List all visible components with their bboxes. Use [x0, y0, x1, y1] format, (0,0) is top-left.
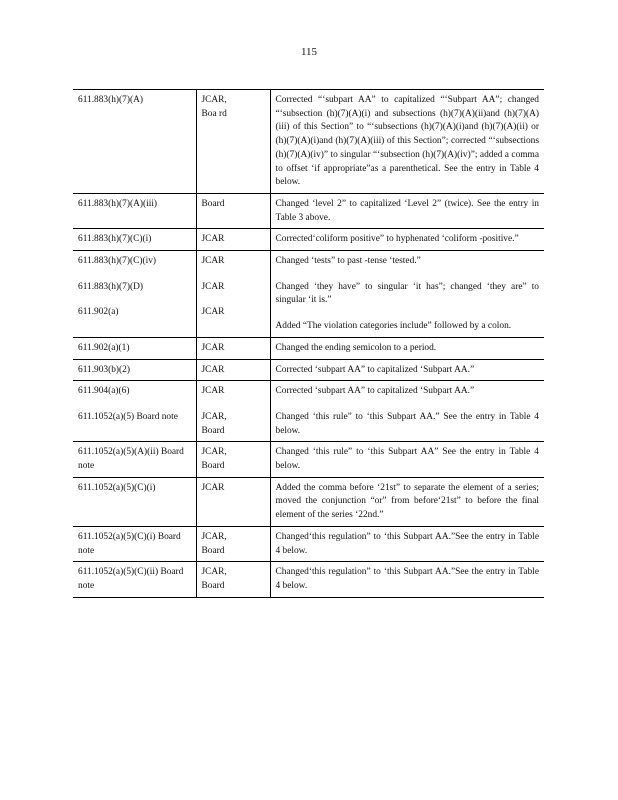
table-row	[73, 562, 544, 597]
change-description: Changed‘this regulation” to ‘this Subpart AA.”See the entry in Table 4 below.	[275, 567, 539, 591]
section-reference: 611.883(h)(7)(A)(iii)	[78, 198, 158, 209]
source-entry	[202, 385, 265, 399]
source-line: Board	[201, 198, 225, 209]
source-entry	[202, 531, 265, 558]
section-cell	[73, 90, 196, 194]
section-reference: 611.903(b)(2)	[78, 364, 130, 375]
section-cell	[73, 526, 196, 561]
table-row	[73, 337, 544, 359]
change-description: Changed ‘this rule” to ‘this Subpart AA.” See the entry in Table 4 below.	[275, 411, 539, 436]
source-entry	[202, 342, 265, 356]
description-cell	[270, 381, 544, 442]
source-entry	[202, 255, 265, 269]
section-cell	[73, 229, 196, 251]
source-line: JCAR,	[201, 411, 227, 422]
change-description: Corrected “‘subpart AA” to capitalized “‘Subpart AA”; changed “‘subsection (h)(7)(A)(i) and subsections (h)(7)(A)(ii)and (h)(7)(A)(iii) of this Section” to “‘subsections (h)(7)(A)(i)and (h)(7)(A)(ii) or (h)(7)(A)(i)and (h)(7)(A)(iii) of this Section”; corrected “‘subsections (h)(7)(A)(iv)” to singular “‘subsection (h)(7)(A)(iv)”; added a comma to offset ‘if appropriate”as a parenthetical. See the entry in Table 4 below.	[275, 95, 539, 188]
description-cell	[270, 442, 544, 477]
section-reference: 611.1052(a)(5)(A)(ii) Board note	[78, 447, 184, 472]
page-number: 115	[300, 46, 318, 58]
source-cell	[196, 90, 270, 194]
section-reference: 611.883(h)(7)(C)(i)	[78, 234, 152, 245]
source-entry	[202, 281, 265, 295]
source-line: Board	[201, 580, 225, 591]
change-description: Added “The violation categories include” followed by a colon.	[275, 321, 512, 332]
description-cell	[270, 477, 544, 526]
table-row	[73, 526, 544, 561]
source-entry	[202, 446, 265, 473]
description-cell	[270, 337, 544, 359]
section-cell	[73, 477, 196, 526]
section-reference: 611.883(h)(7)(C)(iv)	[78, 256, 157, 267]
source-line: Board	[201, 425, 225, 436]
source-cell	[196, 337, 270, 359]
description-cell	[270, 526, 544, 561]
source-line: JCAR	[201, 482, 225, 493]
table-row	[73, 442, 544, 477]
change-description: Corrected‘coliform positive” to hyphenated ‘coliform -positive.”	[275, 234, 519, 245]
source-line: JCAR,	[201, 531, 227, 542]
source-line: JCAR	[201, 307, 225, 318]
source-line: Board	[201, 461, 225, 472]
section-cell	[73, 442, 196, 477]
section-reference: 611.902(a)	[78, 307, 119, 318]
source-line: JCAR	[201, 281, 225, 292]
change-description: Changed ‘this rule” to ‘this Subpart AA” See the entry in Table 4 below.	[275, 447, 539, 472]
section-reference: 611.904(a)(6)	[78, 386, 130, 397]
section-cell	[73, 251, 196, 338]
description-cell	[270, 193, 544, 228]
source-line: Boa rd	[201, 108, 227, 119]
source-entry	[202, 566, 265, 593]
section-cell	[73, 381, 196, 442]
change-description: Changed the ending semicolon to a period.	[275, 342, 437, 353]
change-description: Changed ‘they have” to singular ‘it has”; changed ‘they are” to singular ‘it is.”	[275, 281, 539, 306]
section-cell	[73, 359, 196, 381]
description-cell	[270, 229, 544, 251]
section-reference: 611.1052(a)(5)(C)(ii) Board note	[78, 567, 184, 591]
source-cell	[196, 562, 270, 597]
table-row	[73, 90, 544, 194]
source-entry	[202, 411, 265, 438]
section-reference: 611.1052(a)(5)(C)(i)	[78, 482, 156, 493]
source-line: JCAR	[201, 234, 225, 245]
change-description: Corrected ‘subpart AA” to capitalized ‘Subpart AA.”	[275, 386, 475, 397]
description-cell	[270, 251, 544, 338]
source-cell	[196, 229, 270, 251]
section-cell	[73, 193, 196, 228]
table-row	[73, 193, 544, 228]
source-entry	[202, 364, 265, 378]
section-cell	[73, 562, 196, 597]
source-entry	[202, 482, 265, 496]
source-line: JCAR	[201, 364, 225, 375]
change-description: Changed‘this regulation” to ‘this Subpart AA.”See the entry in Table 4 below.	[275, 531, 539, 556]
source-line: JCAR,	[201, 95, 227, 105]
table-row	[73, 251, 544, 338]
change-description: Changed ‘level 2” to capitalized ‘Level 2” (twice). See the entry in Table 3 above.	[275, 198, 539, 223]
source-entry	[202, 198, 265, 212]
source-cell	[196, 193, 270, 228]
change-description: Corrected ‘subpart AA” to capitalized ‘Subpart AA.”	[275, 364, 475, 375]
source-entry	[202, 306, 265, 320]
source-line: JCAR,	[201, 447, 227, 458]
changes-table	[73, 89, 544, 598]
table-row	[73, 381, 544, 442]
table-row	[73, 229, 544, 251]
source-cell	[196, 359, 270, 381]
source-entry	[202, 94, 265, 121]
source-cell	[196, 381, 270, 442]
change-description: Added the comma before ‘21st” to separate the element of a series; moved the conjunction “or” from before‘21st” to before the final element of the series ‘22nd.”	[275, 482, 539, 521]
source-line: JCAR,	[201, 567, 227, 578]
source-line: JCAR	[201, 342, 225, 353]
section-reference: 611.1052(a)(5) Board note	[78, 411, 178, 422]
source-line: JCAR	[201, 386, 225, 397]
section-reference: 611.1052(a)(5)(C)(i) Board note	[78, 531, 181, 556]
description-cell	[270, 359, 544, 381]
source-entry	[202, 233, 265, 247]
changes-table-body	[73, 90, 544, 598]
table-row	[73, 359, 544, 381]
source-cell	[196, 477, 270, 526]
description-cell	[270, 90, 544, 194]
section-reference: 611.902(a)(1)	[78, 342, 130, 353]
source-cell	[196, 442, 270, 477]
change-description: Changed ‘tests” to past -tense ‘tested.”	[275, 256, 421, 267]
section-reference: 611.883(h)(7)(A)	[78, 95, 143, 105]
source-line: JCAR	[201, 256, 225, 267]
description-cell	[270, 562, 544, 597]
section-cell	[73, 337, 196, 359]
source-cell	[196, 251, 270, 338]
section-reference: 611.883(h)(7)(D)	[78, 281, 143, 292]
source-line: Board	[201, 545, 225, 556]
table-row	[73, 477, 544, 526]
source-cell	[196, 526, 270, 561]
